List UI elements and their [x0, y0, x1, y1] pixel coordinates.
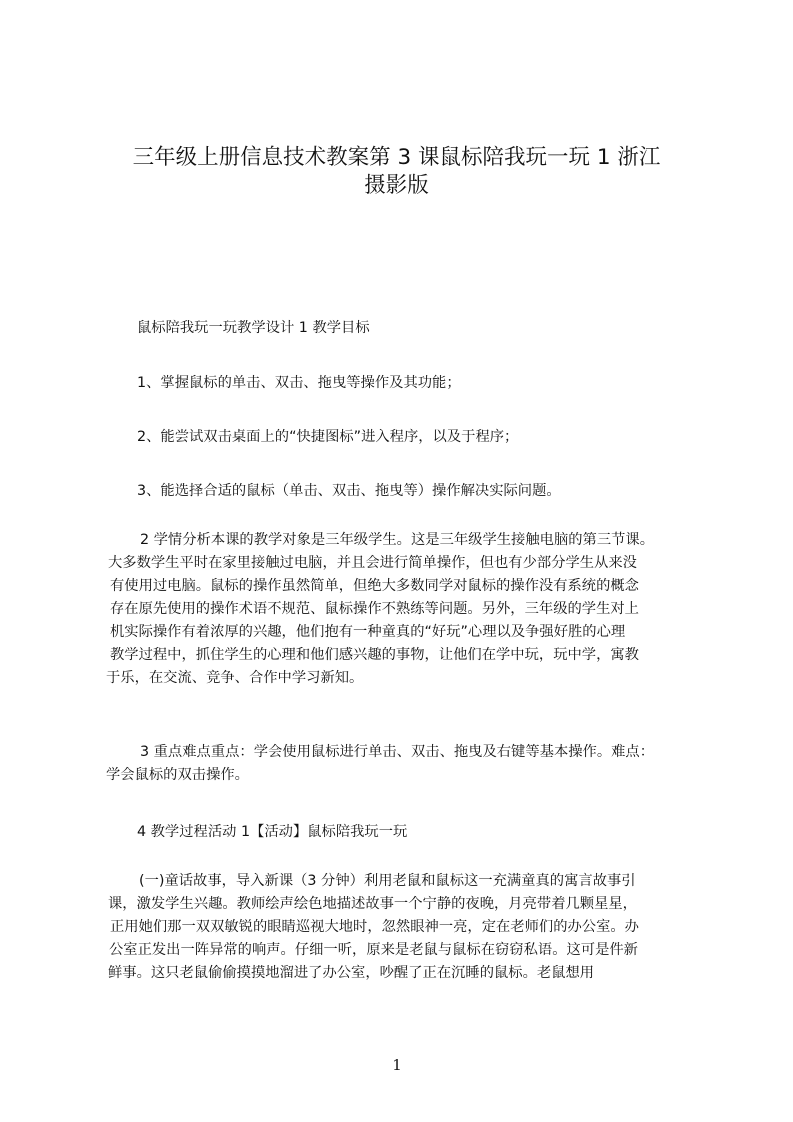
- story-line: (一)童话故事，导入新课（3 分钟）利用老鼠和鼠标这一充满童真的寓言故事引: [139, 873, 636, 889]
- goal-2: 2、能尝试双击桌面上的“快捷图标”进入程序，以及于程序；: [137, 429, 519, 445]
- title-line-2: 摄影版: [364, 173, 429, 198]
- story-line: 课，激发学生兴趣。教师绘声绘色地描述故事一个宁静的夜晚，月亮带着几颗星星，: [108, 896, 637, 912]
- document-title: [90, 144, 703, 200]
- analysis-line: 有使用过电脑。鼠标的操作虽然简单，但绝大多数同学对鼠标的操作没有系统的概念: [110, 578, 639, 594]
- story-line: 正用她们那一双双敏锐的眼睛巡视大地时，忽然眼神一亮，定在老师们的办公室。办: [110, 919, 639, 935]
- goal-3: 3、能选择合适的鼠标（单击、双击、拖曳等）操作解决实际问题。: [137, 483, 561, 499]
- analysis-line: 于乐，在交流、竞争、合作中学习新知。: [106, 670, 364, 686]
- key-points-line: 3 重点难点重点：学会使用鼠标进行单击、双击、拖曳及右键等基本操作。难点：: [140, 744, 655, 760]
- analysis-paragraph: [106, 529, 654, 690]
- analysis-line: 教学过程中，抓住学生的心理和他们感兴趣的事物，让他们在学中玩，玩中学，寓教: [110, 647, 639, 663]
- story-line: 公室正发出一阵异常的响声。仔细一听，原来是老鼠与鼠标在窃窃私语。这可是件新: [109, 942, 638, 958]
- analysis-line: 存在原先使用的操作术语不规范、鼠标操作不熟练等问题。另外，三年级的学生对上: [110, 601, 639, 617]
- analysis-line: 大多数学生平时在家里接触过电脑，并且会进行简单操作，但也有少部分学生从来没: [108, 555, 637, 571]
- analysis-line: 2 学情分析本课的教学对象是三年级学生。这是三年级学生接触电脑的第三节课。: [140, 532, 655, 548]
- page-number: 1: [392, 1056, 402, 1074]
- story-paragraph: [107, 870, 639, 985]
- design-heading: 鼠标陪我玩一玩教学设计 1 教学目标: [137, 320, 370, 336]
- key-points-line: 学会鼠标的双击操作。: [106, 767, 249, 783]
- process-heading: 4 教学过程活动 1【活动】鼠标陪我玩一玩: [137, 824, 408, 840]
- goal-1: 1、掌握鼠标的单击、双击、拖曳等操作及其功能；: [137, 375, 461, 391]
- title-line-1: 三年级上册信息技术教案第 3 课鼠标陪我玩一玩 1 浙江: [132, 145, 661, 170]
- story-line: 鲜事。这只老鼠偷偷摸摸地溜进了办公室，吵醒了正在沉睡的鼠标。老鼠想用: [108, 965, 595, 981]
- analysis-line: 机实际操作有着浓厚的兴趣，他们抱有一种童真的“好玩”心理以及争强好胜的心理: [110, 624, 626, 640]
- key-points-paragraph: [106, 741, 654, 787]
